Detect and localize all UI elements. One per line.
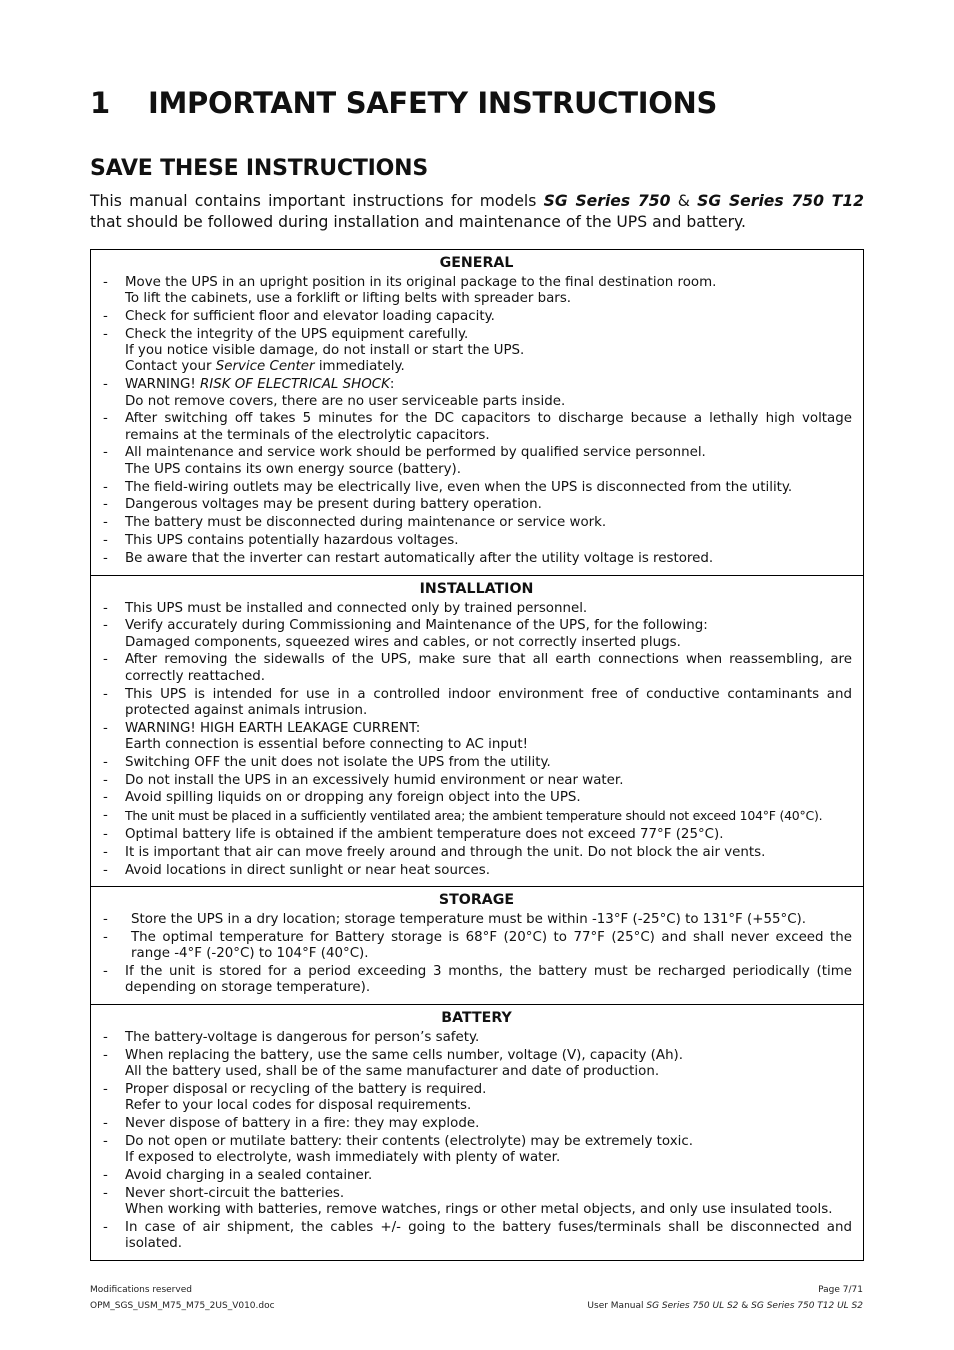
list-item: - Do not open or mutilate battery: their contents (electrolyte) may be extremely toxic. If exposed to electrolyte, wash immediately with plenty of water. — [103, 1134, 693, 1166]
list-item: - Switching OFF the unit does not isolate the UPS from the utility. — [103, 754, 551, 770]
list-item: - Avoid charging in a sealed container. — [103, 1168, 373, 1184]
list-item: - WARNING! HIGH EARTH LEAKAGE CURRENT: Earth connection is essential before connecting to AC input! — [103, 720, 528, 752]
list-item: - The battery-voltage is dangerous for person’s safety. — [103, 1030, 480, 1046]
list-item: - Proper disposal or recycling of the battery is required. Refer to your local codes for disposal requirements. — [103, 1082, 487, 1114]
chapter-number: 1 — [90, 86, 110, 120]
section-title: STORAGE — [438, 892, 515, 909]
installation-section — [91, 575, 863, 887]
list-item: - After switching off takes 5 minutes for the DC capacitors to discharge because a lethally high voltage remains at the terminals of the electrolytic capacitors. — [103, 411, 852, 443]
model-name: SG Series 750 T12 — [697, 192, 865, 210]
intro-paragraph: This manual contains important instructions for models SG Series 750 & SG Series 750 T12 that should be followed during installation and maintenance of the UPS and battery. — [90, 192, 865, 231]
list-item: - The battery must be disconnected during maintenance or service work. — [103, 515, 607, 531]
list-item: - After removing the sidewalls of the UPS, make sure that all earth connections when reassembling, are correctly reattached. — [103, 652, 852, 684]
list-item: - Move the UPS in an upright position in its original package to the final destination room. To lift the cabinets, use a forklift or lifting belts with spreader bars. — [103, 275, 717, 307]
list-item: - If the unit is stored for a period exceeding 3 months, the battery must be recharged periodically (time depending on storage temperature). — [103, 964, 852, 996]
list-item: - Dangerous voltages may be present during battery operation. — [103, 497, 542, 513]
list-item: - The field-wiring outlets may be electrically live, even when the UPS is disconnected from the utility. — [103, 479, 793, 495]
list-item: - All maintenance and service work should be performed by qualified service personnel. The UPS contains its own energy source (battery). — [103, 445, 706, 477]
footer-filename: OPM_SGS_USM_M75_M75_2US_V010.doc — [90, 1301, 275, 1311]
list-item: - Avoid spilling liquids on or dropping any foreign object into the UPS. — [103, 790, 581, 806]
footer-manual-title: User Manual SG Series 750 UL S2 & SG Series 750 T12 UL S2 — [587, 1301, 863, 1311]
section-title: GENERAL — [439, 255, 514, 271]
list-item: - Verify accurately during Commissioning and Maintenance of the UPS, for the following: Damaged components, squeezed wires and cables, or not correctly inserted plugs. — [103, 618, 708, 650]
list-item: - Optimal battery life is obtained if the ambient temperature does not exceed 77°F (25°C). — [103, 826, 724, 842]
list-item: - This UPS must be installed and connected only by trained personnel. — [103, 600, 588, 616]
list-item: - Do not install the UPS in an excessively humid environment or near water. — [103, 772, 624, 788]
section-title: BATTERY — [441, 1010, 512, 1027]
section-heading: SAVE THESE INSTRUCTIONS — [90, 156, 429, 181]
safety-instructions-table — [90, 249, 864, 1261]
list-item: - In case of air shipment, the cables +/- going to the battery fuses/terminals shall be disconnected and isolated. — [103, 1220, 852, 1252]
list-item: - Check for sufficient floor and elevator loading capacity. — [103, 309, 495, 325]
footer-modifications: Modifications reserved — [90, 1285, 192, 1295]
list-item: - This UPS is intended for use in a controlled indoor environment free of conductive contaminants and protected against animals intrusion. — [103, 686, 852, 718]
list-item: - Avoid locations in direct sunlight or near heat sources. — [103, 862, 491, 878]
list-item: - It is important that air can move freely around and through the unit. Do not block the air vents. — [103, 844, 766, 860]
list-item: - The optimal temperature for Battery storage is 68°F (20°C) to 77°F (25°C) and shall never exceed the range -4°F (-20°C) to 104°F (40°C). — [103, 930, 852, 962]
list-item: - This UPS contains potentially hazardous voltages. — [103, 532, 459, 548]
chapter-heading — [90, 86, 717, 120]
list-item: - Never short-circuit the batteries. When working with batteries, remove watches, rings or other metal objects, and only use insulated tools. — [103, 1185, 833, 1218]
list-item: - When replacing the battery, use the same cells number, voltage (V), capacity (Ah). All the battery used, shall be of the same manufacturer and date of production. — [103, 1048, 684, 1080]
list-item: - Store the UPS in a dry location; storage temperature must be within -13°F (-25°C) to 131°F (+55°C). — [103, 912, 807, 928]
model-name: SG Series 750 — [543, 192, 671, 210]
chapter-title: IMPORTANT SAFETY INSTRUCTIONS — [148, 86, 718, 120]
general-section — [91, 250, 863, 575]
list-item: - The unit must be placed in a sufficiently ventilated area; the ambient temperature should not exceed 104°F (40°C). — [103, 808, 823, 824]
storage-section — [91, 886, 863, 1004]
list-item: - Never dispose of battery in a fire: they may explode. — [103, 1116, 480, 1132]
section-title: INSTALLATION — [419, 580, 534, 597]
list-item: - WARNING! RISK OF ELECTRICAL SHOCK: Do not remove covers, there are no user serviceable parts inside. — [103, 377, 566, 409]
battery-section — [91, 1004, 863, 1260]
footer-page-number: Page 7/71 — [818, 1285, 863, 1295]
list-item: - Check the integrity of the UPS equipment carefully. If you notice visible damage, do not install or start the UPS. Contact your Service Center immediately. — [103, 326, 525, 375]
list-item: - Be aware that the inverter can restart automatically after the utility voltage is restored. — [103, 550, 714, 566]
